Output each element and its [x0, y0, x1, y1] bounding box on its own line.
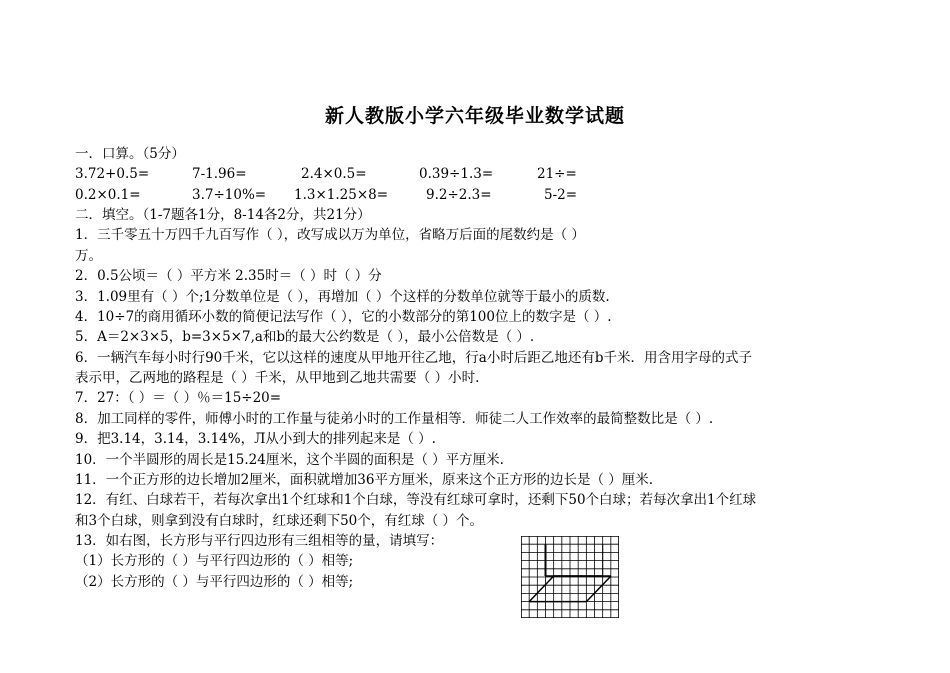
question-line: 和3个白球，则拿到没有白球时，红球还剩下50个，有红球（ ）个。 [75, 513, 484, 529]
calc-item: 5-2= [544, 187, 578, 203]
question-line: 万。 [75, 248, 102, 264]
calc-item: 0.2×0.1= [75, 187, 141, 203]
question-line: 10．一个半圆形的周长是15.24厘米，这个半圆的面积是（ ）平方厘米. [75, 452, 504, 468]
question-line: 1．三千零五十万四千九百写作（ ），改写成以万为单位，省略万后面的尾数约是（ ） [75, 227, 585, 243]
question-line: 8．加工同样的零件，师傅小时的工作量与徒弟小时的工作量相等．师徒二人工作效率的最简整数比是（ ）. [75, 411, 714, 427]
section2-heading: 二．填空。（1-7题各1分，8-14各2分，共21分） [75, 207, 371, 223]
rectangle-parallelogram-figure [521, 536, 619, 618]
question-line: 9．把3.14，3.14，3.14%，Л从小到大的排列起来是（ ）. [75, 431, 436, 447]
question-line: 11．一个正方形的边长增加2厘米，面积就增加36平方厘米，原来这个正方形的边长是（ ）厘米. [75, 472, 654, 488]
grid-lines [521, 536, 619, 618]
question-line: 4．10÷7的商用循环小数的简便记法写作（ ），它的小数部分的第100位上的数字是（ ）. [75, 309, 612, 325]
calc-item: 3.7÷10%= [192, 187, 267, 203]
question-line: （2）长方形的（ ）与平行四边形的（ ）相等; [75, 574, 354, 590]
question-line: 6．一辆汽车每小时行90千米，它以这样的速度从甲地开往乙地，行a小时后距乙地还有b千米．用含用字母的式子 [75, 350, 752, 366]
question-line: 12．有红、白球若干，若每次拿出1个红球和1个白球，等没有红球可拿时，还剩下50个白球；若每次拿出1个红球 [75, 492, 757, 508]
question-line: 13．如右图，长方形与平行四边形有三组相等的量，请填写： [75, 533, 444, 549]
question-line: 3．1.09里有（ ）个;1分数单位是（ ），再增加（ ）个这样的分数单位就等于最小的质数. [75, 289, 610, 305]
question-line: 5．A＝2×3×5，b=3×5×7,a和b的最大公约数是（ ），最小公倍数是（ ）. [75, 329, 535, 345]
page-title: 新人教版小学六年级毕业数学试题 [324, 105, 625, 127]
calc-item: 21÷= [537, 166, 577, 182]
calc-item: 9.2÷2.3= [426, 187, 492, 203]
question-line: 2．0.5公顷＝（ ）平方米 2.35时＝（ ）时（ ）分 [75, 268, 382, 284]
section1-heading: 一．口算。（5分） [75, 146, 185, 162]
question-line: （1）长方形的（ ）与平行四边形的（ ）相等; [75, 553, 354, 569]
question-line: 7．27：（ ）＝（ ）％＝15÷20= [75, 390, 282, 406]
calc-item: 2.4×0.5= [301, 166, 367, 182]
calc-item: 3.72+0.5= [75, 166, 150, 182]
calc-item: 0.39÷1.3= [419, 166, 494, 182]
question-line: 表示甲，乙两地的路程是（ ）千米，从甲地到乙地共需要（ ）小时. [75, 370, 480, 386]
calc-item: 1.3×1.25×8= [294, 187, 389, 203]
calc-item: 7-1.96= [192, 166, 247, 182]
